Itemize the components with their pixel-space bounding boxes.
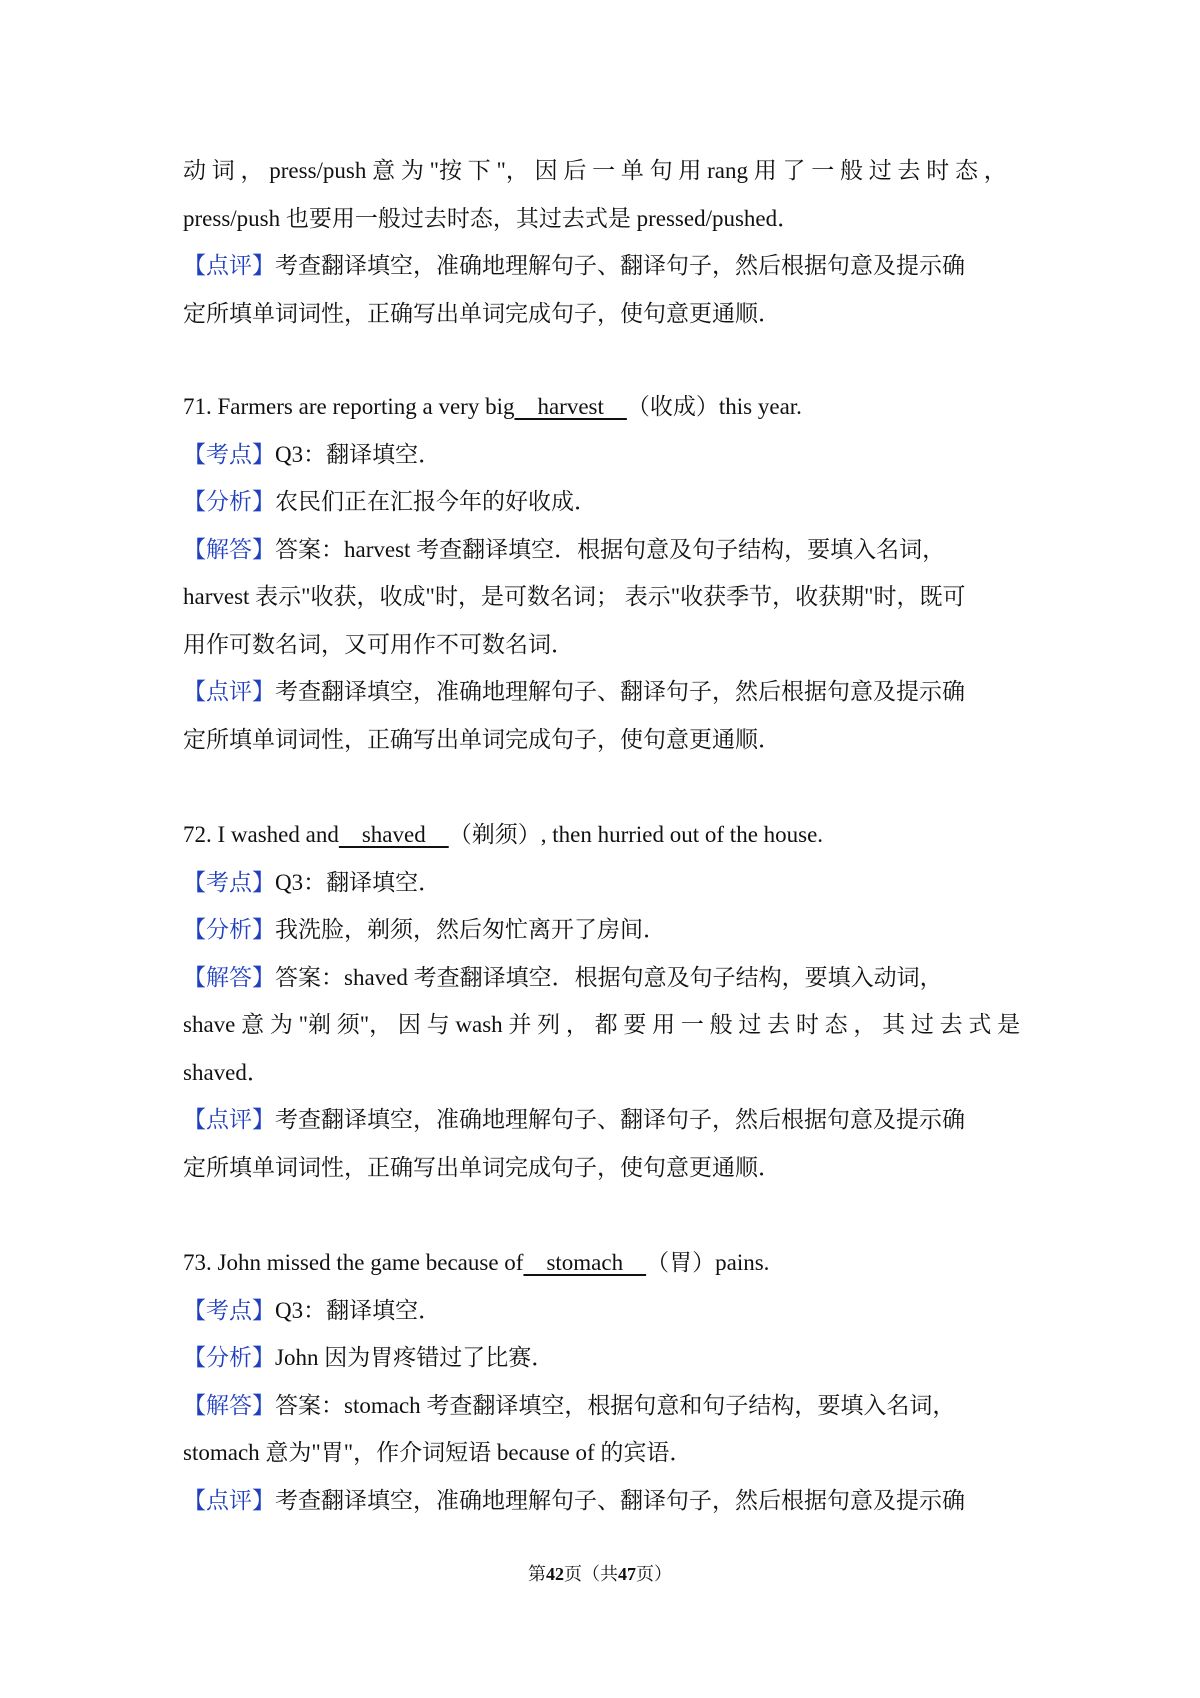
footer-suffix: 页） — [636, 1564, 672, 1584]
fenxi-text: 农民们正在汇报今年的好收成． — [275, 489, 597, 514]
fenxi-line — [183, 478, 1033, 526]
kaodian-text: Q3：翻译填空． — [275, 1297, 442, 1323]
stem-before: 73. John missed the game because of — [183, 1250, 524, 1275]
jieda-text: 答案：shaved 考查翻译填空．根据句意及句子结构，要填入动词， — [275, 964, 943, 990]
kaodian-text: Q3：翻译填空． — [275, 869, 442, 895]
jieda-line: shaved． — [183, 1059, 270, 1085]
question-stem — [183, 1239, 1033, 1287]
intro-line: 动 词 ， press/push 意 为 "按 下 "， 因 后 一 单 句 用 rang 用 了 一 般 过 去 时 态 ， — [183, 158, 1007, 183]
dianping-line: 定所填单词词性，正确写出单词完成句子，使句意更通顺． — [183, 726, 781, 752]
jieda-line — [183, 954, 1033, 1002]
intro-comment-line — [183, 242, 1033, 290]
kaodian-text: Q3：翻译填空． — [275, 441, 442, 467]
footer-middle: 页（共 — [564, 1564, 618, 1584]
jieda-line: shave 意 为 "剃 须"， 因 与 wash 并 列 ， 都 要 用 一 般 过 去 时 态 ， 其 过 去 式 是 — [183, 1012, 1021, 1037]
kaodian-tag: 【考点】 — [183, 441, 275, 467]
dianping-tag: 【点评】 — [183, 1487, 275, 1513]
question-71 — [183, 383, 1033, 763]
dianping-line — [183, 1096, 1033, 1144]
dianping-tag: 【点评】 — [183, 1107, 275, 1132]
page-footer — [0, 1560, 1200, 1586]
dianping-line — [183, 1477, 1033, 1525]
dianping-tag: 【点评】 — [183, 679, 275, 704]
question-72 — [183, 811, 1033, 1191]
stem-before: 71. Farmers are reporting a very big — [183, 394, 515, 419]
stem-after: （收成）this year. — [626, 394, 802, 419]
kaodian-line — [183, 431, 1033, 479]
fenxi-line — [183, 1334, 1033, 1382]
question-stem — [183, 811, 1033, 859]
answer-blank: shaved — [338, 822, 449, 847]
comment-text: 考查翻译填空，准确地理解句子、翻译句子，然后根据句意及提示确 — [275, 253, 965, 278]
kaodian-line — [183, 1287, 1033, 1335]
jieda-line — [183, 526, 1033, 574]
jieda-line: stomach 意为"胃"，作介词短语 because of 的宾语． — [183, 1440, 693, 1465]
dianping-text: 考查翻译填空，准确地理解句子、翻译句子，然后根据句意及提示确 — [275, 1487, 965, 1513]
fenxi-tag: 【分析】 — [183, 489, 275, 514]
footer-page-number: 42 — [546, 1564, 564, 1584]
dianping-text: 考查翻译填空，准确地理解句子、翻译句子，然后根据句意及提示确 — [275, 679, 965, 704]
jieda-line: 用作可数名词，又可用作不可数名词． — [183, 631, 574, 657]
jieda-tag: 【解答】 — [183, 536, 275, 562]
fenxi-tag: 【分析】 — [183, 917, 275, 942]
kaodian-line — [183, 859, 1033, 907]
fenxi-text: 我洗脸，剃须，然后匆忙离开了房间． — [275, 917, 666, 942]
footer-total-pages: 47 — [618, 1564, 636, 1584]
stem-before: 72. I washed and — [183, 822, 339, 847]
jieda-tag: 【解答】 — [183, 964, 275, 990]
jieda-line: harvest 表示"收获，收成"时，是可数名词； 表示"收获季节，收获期"时，既可 — [183, 584, 966, 609]
dianping-text: 考查翻译填空，准确地理解句子、翻译句子，然后根据句意及提示确 — [275, 1107, 965, 1132]
dianping-line — [183, 668, 1033, 716]
jieda-text: 答案：stomach 考查翻译填空，根据句意和句子结构，要填入名词， — [275, 1392, 956, 1418]
fenxi-text: John 因为胃疼错过了比赛． — [275, 1345, 555, 1370]
stem-after: （剃须）, then hurried out of the house. — [448, 822, 824, 847]
comment-tag: 【点评】 — [183, 253, 275, 278]
jieda-tag: 【解答】 — [183, 1392, 275, 1418]
stem-after: （胃）pains. — [646, 1250, 770, 1275]
kaodian-tag: 【考点】 — [183, 1297, 275, 1323]
jieda-text: 答案：harvest 考查翻译填空．根据句意及句子结构，要填入名词， — [275, 536, 946, 562]
intro-comment-line: 定所填单词词性，正确写出单词完成句子，使句意更通顺． — [183, 300, 781, 326]
intro-section — [183, 147, 1033, 337]
dianping-line: 定所填单词词性，正确写出单词完成句子，使句意更通顺． — [183, 1154, 781, 1180]
fenxi-tag: 【分析】 — [183, 1345, 275, 1370]
question-stem — [183, 383, 1033, 431]
question-73 — [183, 1239, 1033, 1524]
fenxi-line — [183, 906, 1033, 954]
footer-prefix: 第 — [528, 1564, 546, 1584]
answer-blank: harvest — [514, 394, 627, 419]
intro-line: press/push 也要用一般过去时态，其过去式是 pressed/pushed． — [183, 205, 801, 231]
answer-blank: stomach — [523, 1250, 647, 1275]
jieda-line — [183, 1382, 1033, 1430]
kaodian-tag: 【考点】 — [183, 869, 275, 895]
